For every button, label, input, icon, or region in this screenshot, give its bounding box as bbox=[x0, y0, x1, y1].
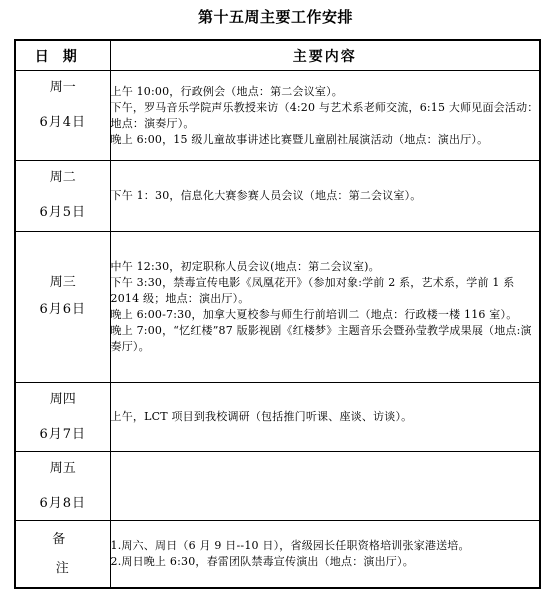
table-row-tuesday bbox=[15, 161, 540, 232]
content-cell bbox=[110, 232, 540, 383]
column-header-date: 日期 bbox=[15, 40, 110, 71]
day-cell bbox=[15, 161, 110, 232]
weekday-label: 周一 bbox=[49, 80, 76, 95]
table-row-wednesday bbox=[15, 232, 540, 383]
notes-label-top: 备 bbox=[52, 532, 74, 547]
schedule-item: 上午 10:00，行政例会（地点：第二会议室）。 bbox=[110, 84, 343, 98]
notes-content-cell bbox=[110, 521, 540, 589]
day-cell bbox=[15, 383, 110, 452]
weekday-label: 周五 bbox=[49, 461, 76, 476]
column-header-content: 主要内容 bbox=[110, 40, 540, 71]
content-cell bbox=[110, 161, 540, 232]
day-cell bbox=[15, 232, 110, 383]
note-item: 1.周六、周日（6 月 9 日--10 日），省级园长任职资格培训张家港送培。 bbox=[110, 539, 470, 552]
page-title: 第十五周主要工作安排 bbox=[197, 8, 353, 26]
note-item: 2.周日晚上 6:30，春雷团队禁毒宣传演出（地点：演出厅）。 bbox=[110, 555, 414, 568]
weekday-label: 周二 bbox=[49, 170, 76, 185]
notes-label-cell bbox=[15, 521, 110, 589]
schedule-item: 晚上 6:00-7:30，加拿大夏校参与师生行前培训二（地点：行政楼一楼 116 室）。 bbox=[110, 308, 518, 321]
table-row-notes bbox=[15, 521, 540, 589]
schedule-table bbox=[14, 39, 541, 589]
schedule-item: 晚上 7:00，“忆红楼”87 版影视剧《红楼梦》主题音乐会暨孙莹教学成果展（地点:演奏厅）。 bbox=[110, 324, 532, 353]
schedule-item: 下午 1：30，信息化大赛参赛人员会议（地点：第二会议室）。 bbox=[110, 189, 422, 202]
day-cell bbox=[15, 71, 110, 161]
schedule-item: 下午，罗马音乐学院声乐教授来访（4:20 与艺术系老师交流，6:15 大师见面会活动：地点：演奏厅）。 bbox=[110, 100, 539, 130]
day-cell bbox=[15, 452, 110, 521]
date-label: 6月4日 bbox=[39, 115, 87, 130]
schedule-item: 上午，LCT 项目到我校调研（包括推门听课、座谈、访谈）。 bbox=[110, 410, 413, 423]
schedule-item: 晚上 6:00，15 级儿童故事讲述比赛暨儿童剧社展演活动（地点：演出厅）。 bbox=[110, 132, 489, 146]
date-label: 6月8日 bbox=[39, 496, 87, 511]
date-label: 6月5日 bbox=[39, 205, 87, 220]
notes-label-bottom: 注 bbox=[55, 561, 70, 576]
schedule-item: 中午 12:30，初定职称人员会议(地点：第二会议室)。 bbox=[110, 260, 380, 273]
table-row-thursday bbox=[15, 383, 540, 452]
content-cell bbox=[110, 383, 540, 452]
schedule-item: 下午 3:30，禁毒宣传电影《凤凰花开》（参加对象:学前 2 系，艺术系，学前 1 系 2014 级；地点：演出厅）。 bbox=[110, 276, 515, 305]
weekday-label: 周四 bbox=[49, 392, 76, 407]
table-row-monday bbox=[15, 71, 540, 161]
table-header-row bbox=[15, 40, 540, 71]
table-row-friday bbox=[15, 452, 540, 521]
content-cell bbox=[110, 71, 540, 161]
date-label: 6月7日 bbox=[39, 427, 87, 442]
content-cell bbox=[110, 452, 540, 521]
weekday-label: 周三 bbox=[49, 275, 76, 290]
date-label: 6月6日 bbox=[39, 302, 87, 317]
